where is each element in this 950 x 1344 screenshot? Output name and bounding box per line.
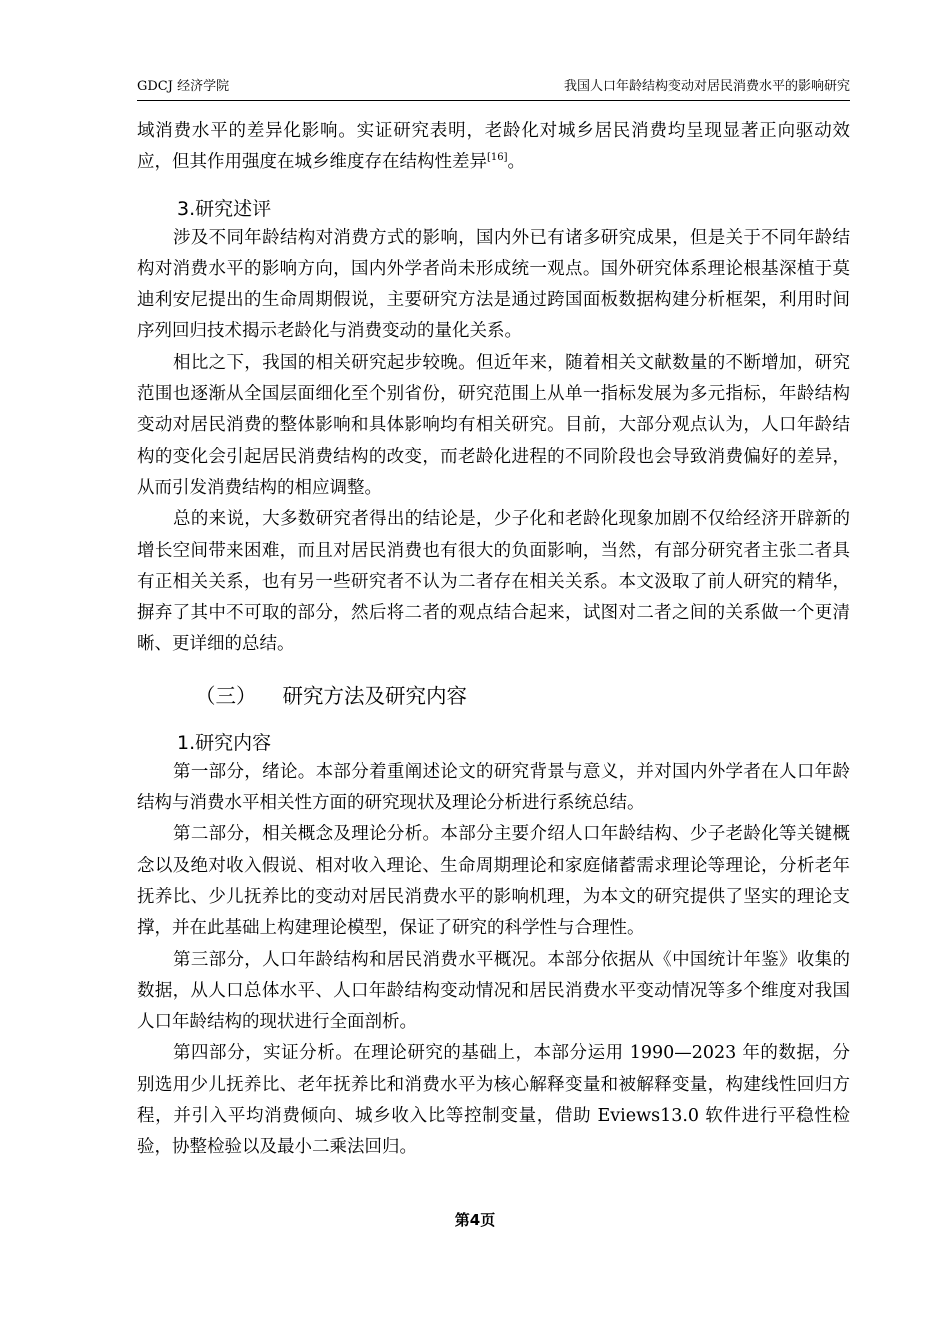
heading-research-content: 1.研究内容: [177, 731, 272, 754]
page-number: 第4页: [454, 1211, 496, 1229]
paragraph-part-four: 第四部分，实证分析。在理论研究的基础上，本部分运用 1990—2023 年的数据，分别选用少儿抚养比、老年抚养比和消费水平为核心解释变量和被解释变量，构建线性回归方程，并引入平均消费倾向、城乡收入比等控制变量，借助 Eviews13.0 软件进行平稳性检验，协整检验以及最小二乘法回归。: [137, 1043, 850, 1158]
paragraph-review-1: 涉及不同年龄结构对消费方式的影响，国内外已有诸多研究成果，但是关于不同年龄结构对消费水平的影响方向，国内外学者尚未形成统一观点。国外研究体系理论根基深植于莫迪利安尼提出的生命周期假说，主要研究方法是通过跨国面板数据构建分析框架，利用时间序列回归技术揭示老龄化与消费变动的量化关系。: [137, 227, 850, 342]
heading-section-three: [137, 681, 850, 711]
paragraph-continued-end: 。: [507, 152, 526, 173]
paragraph-continued: [137, 116, 850, 179]
citation-ref: [16]: [487, 152, 508, 164]
section-title: 研究方法及研究内容: [282, 683, 467, 708]
section-number: （三）: [195, 683, 257, 708]
paragraph-part-one: 第一部分，绪论。本部分着重阐述论文的研究背景与意义，并对国内外学者在人口年龄结构与消费水平相关性方面的研究现状及理论分析进行系统总结。: [137, 761, 850, 814]
paragraph-continued-text: 域消费水平的差异化影响。实证研究表明，老龄化对城乡居民消费均呈现显著正向驱动效应，但其作用强度在城乡维度存在结构性差异: [137, 121, 850, 173]
paragraph-review-2: 相比之下，我国的相关研究起步较晚。但近年来，随着相关文献数量的不断增加，研究范围也逐渐从全国层面细化至个别省份，研究范围上从单一指标发展为多元指标，年龄结构变动对居民消费的整体影响和具体影响均有相关研究。目前，大部分观点认为，人口年龄结构的变化会引起居民消费结构的改变，而老龄化进程的不同阶段也会导致消费偏好的差异，从而引发消费结构的相应调整。: [137, 352, 850, 498]
heading-research-review: 3.研究述评: [177, 197, 272, 220]
paragraph-review-3: 总的来说，大多数研究者得出的结论是，少子化和老龄化现象加剧不仅给经济开辟新的增长空间带来困难，而且对居民消费也有很大的负面影响，当然，有部分研究者主张二者具有正相关关系，也有另一些研究者不认为二者存在相关关系。本文汲取了前人研究的精华，摒弃了其中不可取的部分，然后将二者的观点结合起来，试图对二者之间的关系做一个更清晰、更详细的总结。: [137, 509, 850, 655]
header-divider: [137, 100, 850, 101]
paragraph-part-two: 第二部分，相关概念及理论分析。本部分主要介绍人口年龄结构、少子老龄化等关键概念以及绝对收入假说、相对收入理论、生命周期理论和家庭储蓄需求理论等理论，分析老年抚养比、少儿抚养比的变动对居民消费水平的影响机理，为本文的研究提供了坚实的理论支撑，并在此基础上构建理论模型，保证了研究的科学性与合理性。: [137, 824, 850, 939]
paragraph-part-three: 第三部分，人口年龄结构和居民消费水平概况。本部分依据从《中国统计年鉴》收集的数据，从人口总体水平、人口年龄结构变动情况和居民消费水平变动情况等多个维度对我国人口年龄结构的现状进行全面剖析。: [137, 949, 850, 1033]
header-paper-title: 我国人口年龄结构变动对居民消费水平的影响研究: [563, 79, 850, 94]
page-body: [137, 116, 850, 1164]
header-institution: GDCJ 经济学院: [137, 79, 230, 94]
